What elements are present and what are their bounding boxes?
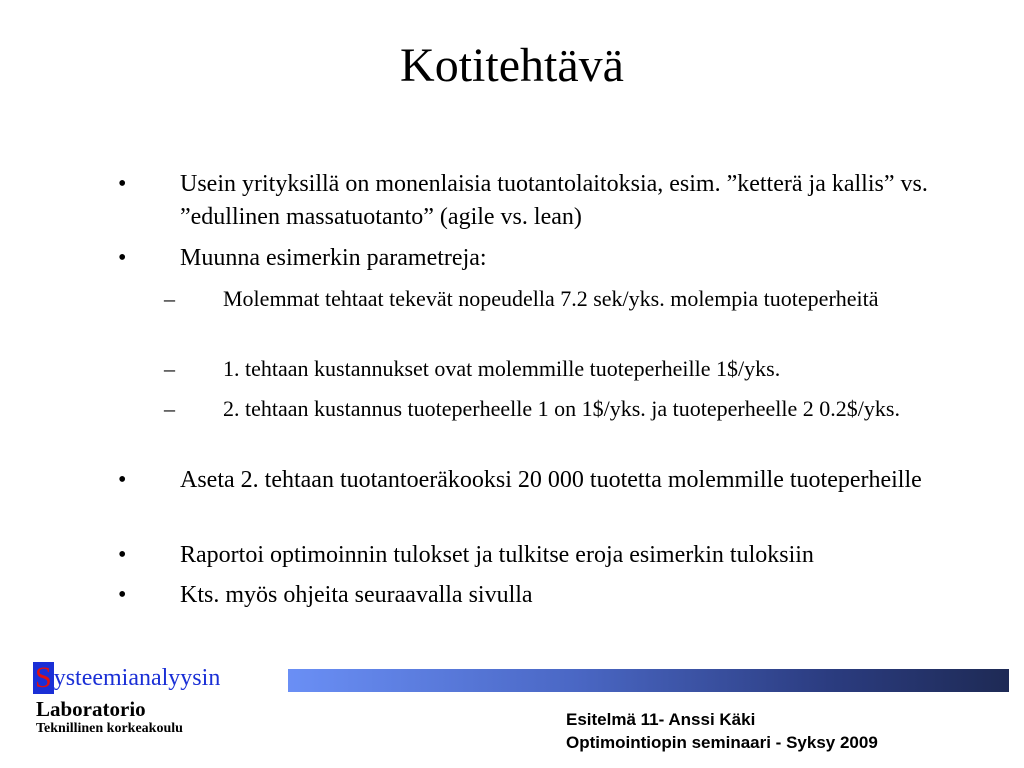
bullet-text: Kts. myös ohjeita seuraavalla sivulla <box>180 582 533 608</box>
footer-info <box>566 708 878 754</box>
footer-gradient-bar <box>288 669 1009 692</box>
bullet-marker: • <box>118 542 127 568</box>
sub-bullet-marker: – <box>164 286 175 311</box>
seminar-info: Optimointiopin seminaari - Syksy 2009 <box>566 733 878 752</box>
sub-bullet-text: 2. tehtaan kustannus tuoteperheelle 1 on 1$/yks. ja tuoteperheelle 2 0.2$/yks. <box>223 396 900 421</box>
sub-bullet-marker: – <box>164 356 175 381</box>
bullet-text: Usein yrityksillä on monenlaisia tuotantolaitoksia, esim. ”ketterä ja kallis” vs. ”edullinen massatuotanto” (agile vs. lean) <box>180 171 928 230</box>
lab-logo <box>33 662 289 696</box>
sub-bullet-text: 1. tehtaan kustannukset ovat molemmille tuoteperheille 1$/yks. <box>223 356 781 381</box>
bullet-marker: • <box>118 245 127 271</box>
bullet-marker: • <box>118 467 127 493</box>
logo-initial: S <box>35 661 52 694</box>
slide-title: Kotitehtävä <box>400 39 624 92</box>
bullet-text: Aseta 2. tehtaan tuotantoeräkooksi 20 000 tuotetta molemmille tuoteperheille <box>180 467 922 493</box>
lab-name: Laboratorio <box>36 697 146 721</box>
logo-text: ysteemianalyysin <box>53 665 221 691</box>
sub-bullet-marker: – <box>164 396 175 421</box>
bullet-marker: • <box>118 171 127 197</box>
bullet-marker: • <box>118 582 127 608</box>
bullet-text: Muunna esimerkin parametreja: <box>180 245 487 271</box>
school-name: Teknillinen korkeakoulu <box>36 721 183 736</box>
sub-bullet-text: Molemmat tehtaat tekevät nopeudella 7.2 sek/yks. molempia tuoteperheitä <box>223 286 879 311</box>
presentation-info: Esitelmä 11- Anssi Käki <box>566 710 756 729</box>
bullet-text: Raportoi optimoinnin tulokset ja tulkitse eroja esimerkin tuloksiin <box>180 542 814 568</box>
